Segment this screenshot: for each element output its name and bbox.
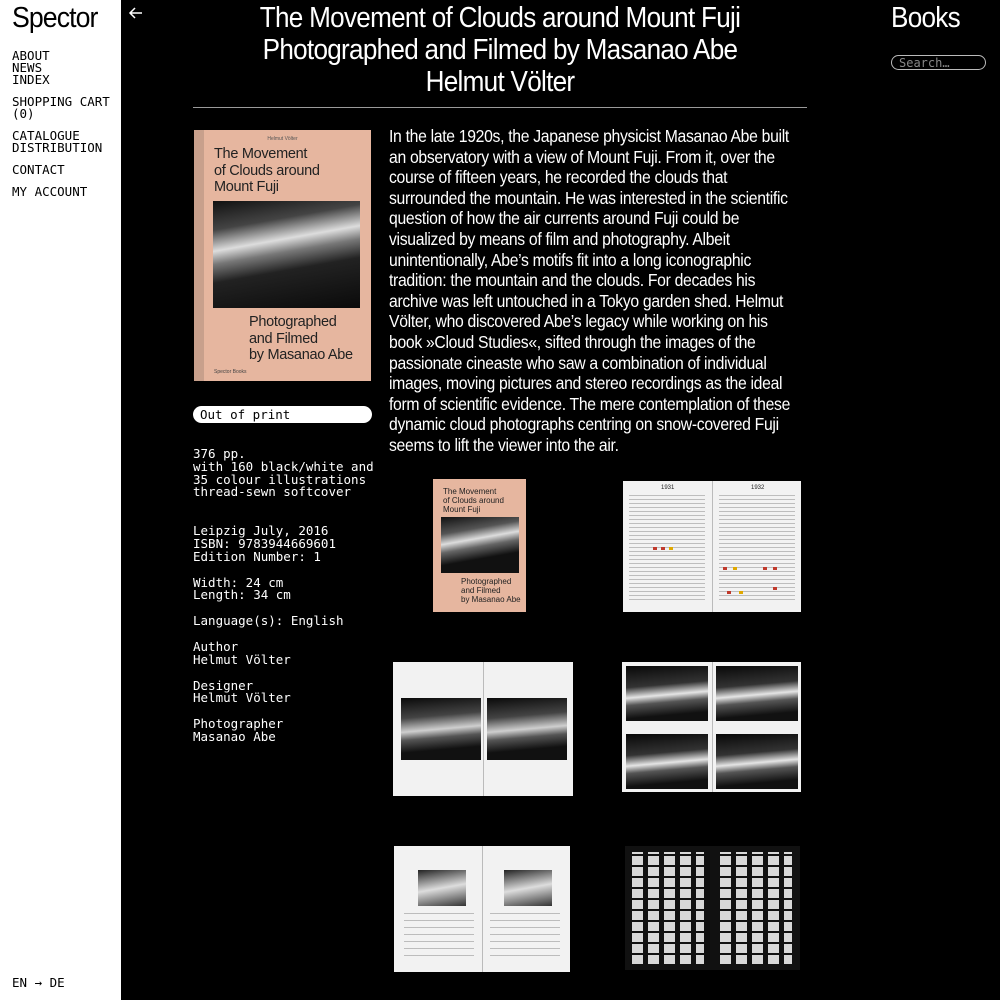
detail-designer-label: Designer: [193, 677, 254, 693]
cover-author: Helmut Völter: [267, 136, 298, 142]
back-arrow-icon[interactable]: [127, 4, 145, 22]
nav-news[interactable]: NEWS: [12, 60, 43, 75]
detail-binding: thread-sewn softcover: [193, 484, 352, 500]
cover-title: The Movement of Clouds around Mount Fuji: [214, 146, 320, 195]
nav-distribution[interactable]: DISTRIBUTION: [12, 140, 103, 155]
book-cover-image: [194, 130, 371, 381]
cover-photo: [213, 201, 360, 308]
detail-photographer-link[interactable]: Masanao Abe: [193, 728, 276, 744]
nav-index[interactable]: INDEX: [12, 72, 50, 87]
title-line: The Movement of Clouds around Mount Fuji: [259, 2, 741, 34]
main-nav: [12, 50, 110, 198]
nav-contact[interactable]: CONTACT: [12, 162, 65, 177]
nav-catalogue[interactable]: CATALOGUE: [12, 128, 80, 143]
detail-place-date: Leipzig July, 2016: [193, 523, 329, 539]
search-input[interactable]: [891, 55, 986, 70]
book-details: [193, 448, 374, 744]
cover-subtitle: Photographed and Filmed by Masanao Abe: [249, 314, 353, 363]
detail-languages: Language(s): English: [193, 613, 344, 629]
sidebar: [0, 0, 121, 1000]
title-divider: [193, 107, 807, 108]
detail-pages: 376 pp.: [193, 446, 246, 461]
language-switch[interactable]: EN → DE: [12, 975, 65, 990]
nav-about[interactable]: ABOUT: [12, 48, 50, 63]
gallery-image-spread-notes[interactable]: [394, 846, 570, 972]
nav-my-account[interactable]: MY ACCOUNT: [12, 184, 88, 199]
nav-shopping-cart[interactable]: SHOPPING CART: [12, 94, 110, 109]
detail-photographer-label: Photographer: [193, 716, 284, 732]
detail-designer-link[interactable]: Helmut Völter: [193, 690, 291, 706]
detail-illustrations: with 160 black/white and: [193, 458, 374, 474]
book-description: In the late 1920s, the Japanese physicist Masanao Abe built an observatory with a view of Mount Fuji. From it, over the course of fifteen years, he recorded the clouds that surrounded the mountain. He was interested in the scientific question of how the air currents around Fuji could be visualized by means of film and photography. Albeit unintentionally, Abe’s motifs fit into a long iconographic tradition: the mountain and the clouds. For decades his archive was left untouched in a Tokyo garden shed. Helmut Völter, who discovered Abe’s legacy while working on his book »Cloud Studies«, sifted through the images of the passionate cineaste who saw a combination of individual images, moving pictures and stereo recordings as the ideal form of scientific evidence. The mere contemplation of these dynamic cloud photographs centring on snow-covered Fuji seems to lift the viewer into the air.: [389, 126, 791, 455]
gallery-image-calendar-spread[interactable]: 1931 1932: [623, 481, 801, 612]
detail-length: Length: 34 cm: [193, 587, 291, 603]
detail-width: Width: 24 cm: [193, 574, 284, 590]
gallery-image-cover[interactable]: The Movement of Clouds around Mount Fuji Photographed and Filmed by Masanao Abe: [433, 479, 526, 612]
detail-isbn: ISBN: 9783944669601: [193, 535, 336, 551]
section-books-link[interactable]: Books: [891, 2, 960, 34]
title-author[interactable]: Helmut Völter: [425, 66, 575, 98]
cover-publisher: Spector Books: [214, 369, 247, 375]
gallery-image-spread-four-photos[interactable]: [622, 662, 801, 792]
gallery-image-contact-sheet[interactable]: [625, 846, 800, 970]
site-logo[interactable]: Spector: [12, 2, 98, 34]
title-line: Photographed and Filmed by Masanao Abe: [262, 34, 738, 66]
gallery-image-spread-clouds[interactable]: [393, 662, 573, 796]
detail-author-link[interactable]: Helmut Völter: [193, 651, 291, 667]
detail-edition: Edition Number: 1: [193, 548, 321, 564]
availability-badge: Out of print: [193, 406, 372, 423]
detail-illustrations: 35 colour illustrations: [193, 471, 367, 487]
nav-cart-count[interactable]: (0): [12, 106, 35, 121]
detail-author-label: Author: [193, 638, 239, 654]
page-title: [193, 2, 807, 98]
